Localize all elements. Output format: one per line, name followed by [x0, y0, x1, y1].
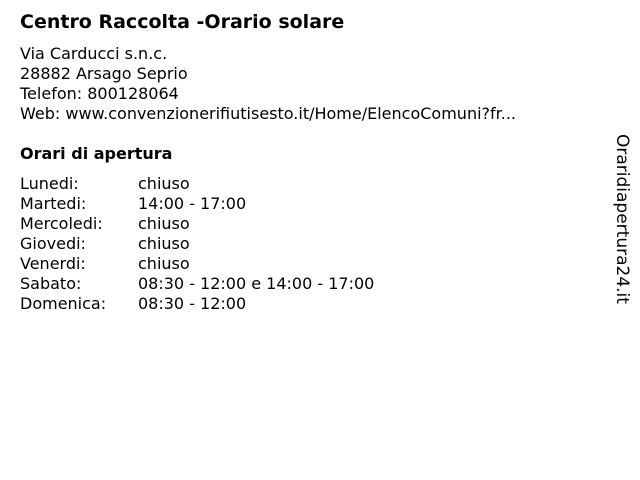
- hours-row: [20, 294, 374, 314]
- hours-value: 14:00 - 17:00: [138, 194, 247, 213]
- hours-value: chiuso: [138, 214, 190, 233]
- day-label: Domenica:: [20, 294, 107, 313]
- opening-hours-heading: Orari di apertura: [20, 144, 173, 163]
- phone-number: Telefon: 800128064: [20, 84, 179, 103]
- hours-row: [20, 234, 374, 254]
- day-label: Martedi:: [20, 194, 87, 213]
- address-block: [20, 44, 516, 124]
- hours-row: [20, 214, 374, 234]
- day-label: Mercoledi:: [20, 214, 103, 233]
- hours-row: [20, 174, 374, 194]
- day-label: Venerdi:: [20, 254, 86, 273]
- hours-value: 08:30 - 12:00 e 14:00 - 17:00: [138, 274, 375, 293]
- hours-value: 08:30 - 12:00: [138, 294, 247, 313]
- website-link[interactable]: Web: www.convenzionerifiutisesto.it/Home/ElencoComuni?fr...: [20, 104, 517, 123]
- page-title: Centro Raccolta -Orario solare: [20, 11, 345, 33]
- hours-value: chiuso: [138, 234, 190, 253]
- hours-value: chiuso: [138, 254, 190, 273]
- watermark-text: Oraridiapertura24.it: [612, 134, 632, 304]
- day-label: Lunedi:: [20, 174, 79, 193]
- city-address: 28882 Arsago Seprio: [20, 64, 188, 83]
- hours-row: [20, 194, 374, 214]
- street-address: Via Carducci s.n.c.: [20, 44, 168, 63]
- hours-value: chiuso: [138, 174, 190, 193]
- hours-row: [20, 274, 374, 294]
- hours-row: [20, 254, 374, 274]
- day-label: Sabato:: [20, 274, 82, 293]
- day-label: Giovedi:: [20, 234, 86, 253]
- opening-hours-table: [20, 174, 374, 314]
